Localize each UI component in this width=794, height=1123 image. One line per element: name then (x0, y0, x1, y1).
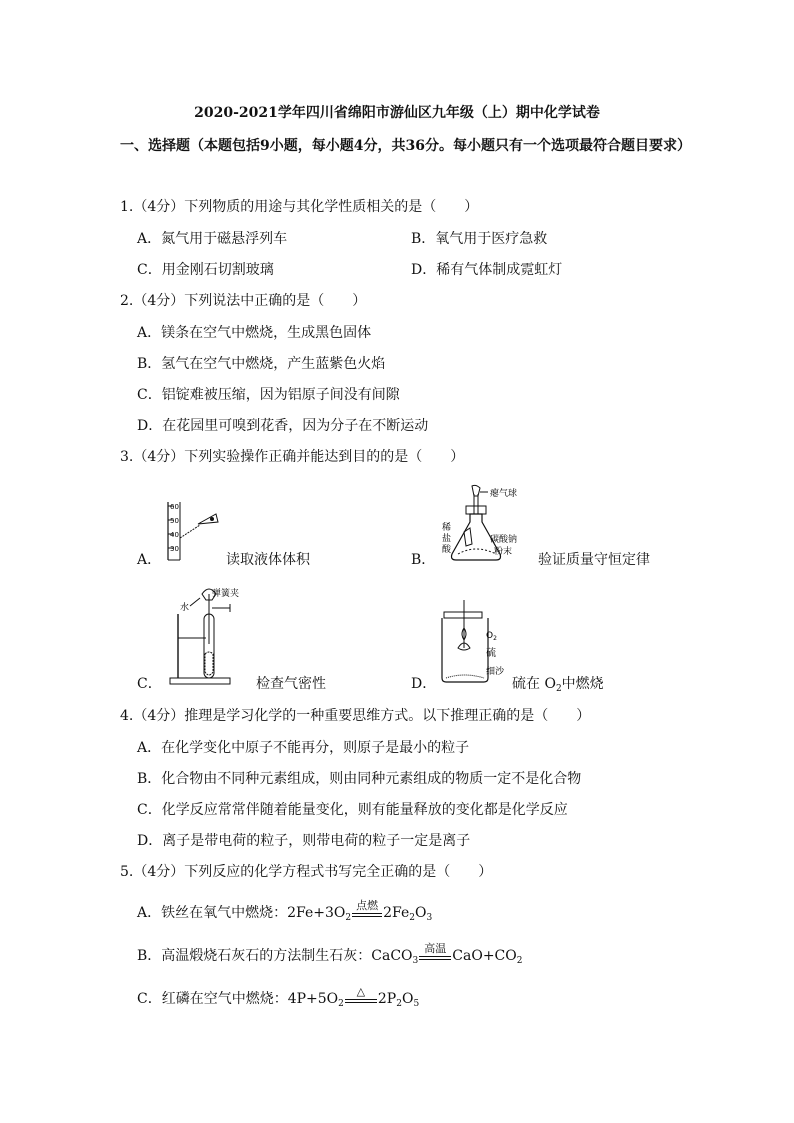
eye-icon (198, 514, 218, 524)
question-3-option-a-text: 读取液体体积 (226, 552, 310, 568)
question-3-option-d[interactable]: D． (411, 676, 437, 692)
question-1-option-a[interactable]: A．氮气用于磁悬浮列车 (137, 231, 288, 247)
sand-label: 细沙 (486, 667, 505, 677)
question-3-option-c[interactable]: C． (137, 676, 162, 692)
balloon-label: 瘪气球 (490, 489, 518, 499)
acid-label: 盐 (442, 534, 452, 544)
question-5-option-b[interactable]: B．高温煅烧石灰石的方法制生石灰：CaCO$_3$ 高温 $CaO+CO_2$ (137, 942, 523, 966)
question-3-option-a[interactable]: A． (137, 552, 162, 568)
water-label: 水 (180, 603, 190, 613)
tick-label: 60 (170, 503, 179, 511)
question-1-stem: 1.（4分）下列物质的用途与其化学性质相关的是（ ） (120, 199, 479, 215)
sulfur-label: 硫 (486, 648, 496, 659)
question-3-option-b-text: 验证质量守恒定律 (538, 552, 650, 568)
clip-label: 弹簧夹 (212, 589, 240, 599)
question-4-stem: 4.（4分）推理是学习化学的一种重要思维方式。以下推理正确的是（ ） (120, 708, 591, 724)
question-1-option-c[interactable]: C．用金刚石切割玻璃 (137, 262, 274, 278)
graduated-cylinder-figure (160, 500, 222, 562)
question-4-option-c[interactable]: C．化学反应常常伴随着能量变化，则有能量释放的变化都是化学反应 (137, 802, 568, 818)
question-3-option-d-text: 硫在 $O_2$中燃烧 (512, 676, 604, 694)
gas-jar-figure (436, 598, 516, 686)
reaction-condition: 高温 (419, 955, 451, 960)
section-heading: 一、选择题（本题包括9小题，每小题4分，共36分。每小题只有一个选项最符合题目要求） (120, 138, 691, 154)
reaction-condition: 点燃 (352, 912, 382, 917)
question-1-option-b[interactable]: B．氧气用于医疗急救 (411, 231, 548, 247)
question-2-option-c[interactable]: C．铝锭难被压缩，因为铝原子间没有间隙 (137, 387, 400, 403)
question-1-option-d[interactable]: D．稀有气体制成霓虹灯 (411, 262, 563, 278)
question-5-option-c[interactable]: C．红磷在空气中燃烧：$4P+5O_2$ △ $2P_2O_5$ (137, 985, 420, 1009)
powder-label: 碳酸钠 (490, 535, 518, 545)
acid-label: 酸 (442, 545, 452, 555)
question-3-option-b[interactable]: B． (411, 552, 436, 568)
tick-label: 40 (170, 531, 179, 539)
acid-label: 稀 (442, 523, 452, 533)
question-3-stem: 3.（4分）下列实验操作正确并能达到目的的是（ ） (120, 449, 465, 465)
question-5-stem: 5.（4分）下列反应的化学方程式书写完全正确的是（ ） (120, 864, 493, 880)
tick-label: 50 (170, 517, 179, 525)
question-4-option-b[interactable]: B．化合物由不同种元素组成，则由同种元素组成的物质一定不是化合物 (137, 771, 582, 787)
question-4-option-a[interactable]: A．在化学变化中原子不能再分，则原子是最小的粒子 (137, 740, 470, 756)
question-4-option-d[interactable]: D．离子是带电荷的粒子，则带电荷的粒子一定是离子 (137, 833, 471, 849)
tick-label: 30 (170, 545, 179, 553)
airtightness-figure (168, 584, 258, 688)
flask-balloon-figure (440, 484, 532, 566)
powder-label: 粉末 (494, 547, 513, 557)
question-2-option-d[interactable]: D．在花园里可嗅到花香，因为分子在不断运动 (137, 418, 429, 434)
o2-label: $O_2$ (486, 631, 497, 642)
question-2-option-a[interactable]: A．镁条在空气中燃烧，生成黑色固体 (137, 325, 372, 341)
paper-title: 2020-2021学年四川省绵阳市游仙区九年级（上）期中化学试卷 (194, 105, 600, 121)
question-2-option-b[interactable]: B．氢气在空气中燃烧，产生蓝紫色火焰 (137, 356, 386, 372)
question-3-option-c-text: 检查气密性 (256, 676, 326, 692)
reaction-condition: △ (345, 998, 377, 1003)
question-5-option-a[interactable]: A．铁丝在氧气中燃烧：$2Fe+3O_2$ 点燃 $2Fe_2O_3$ (137, 899, 433, 923)
question-2-stem: 2.（4分）下列说法中正确的是（ ） (120, 293, 367, 309)
